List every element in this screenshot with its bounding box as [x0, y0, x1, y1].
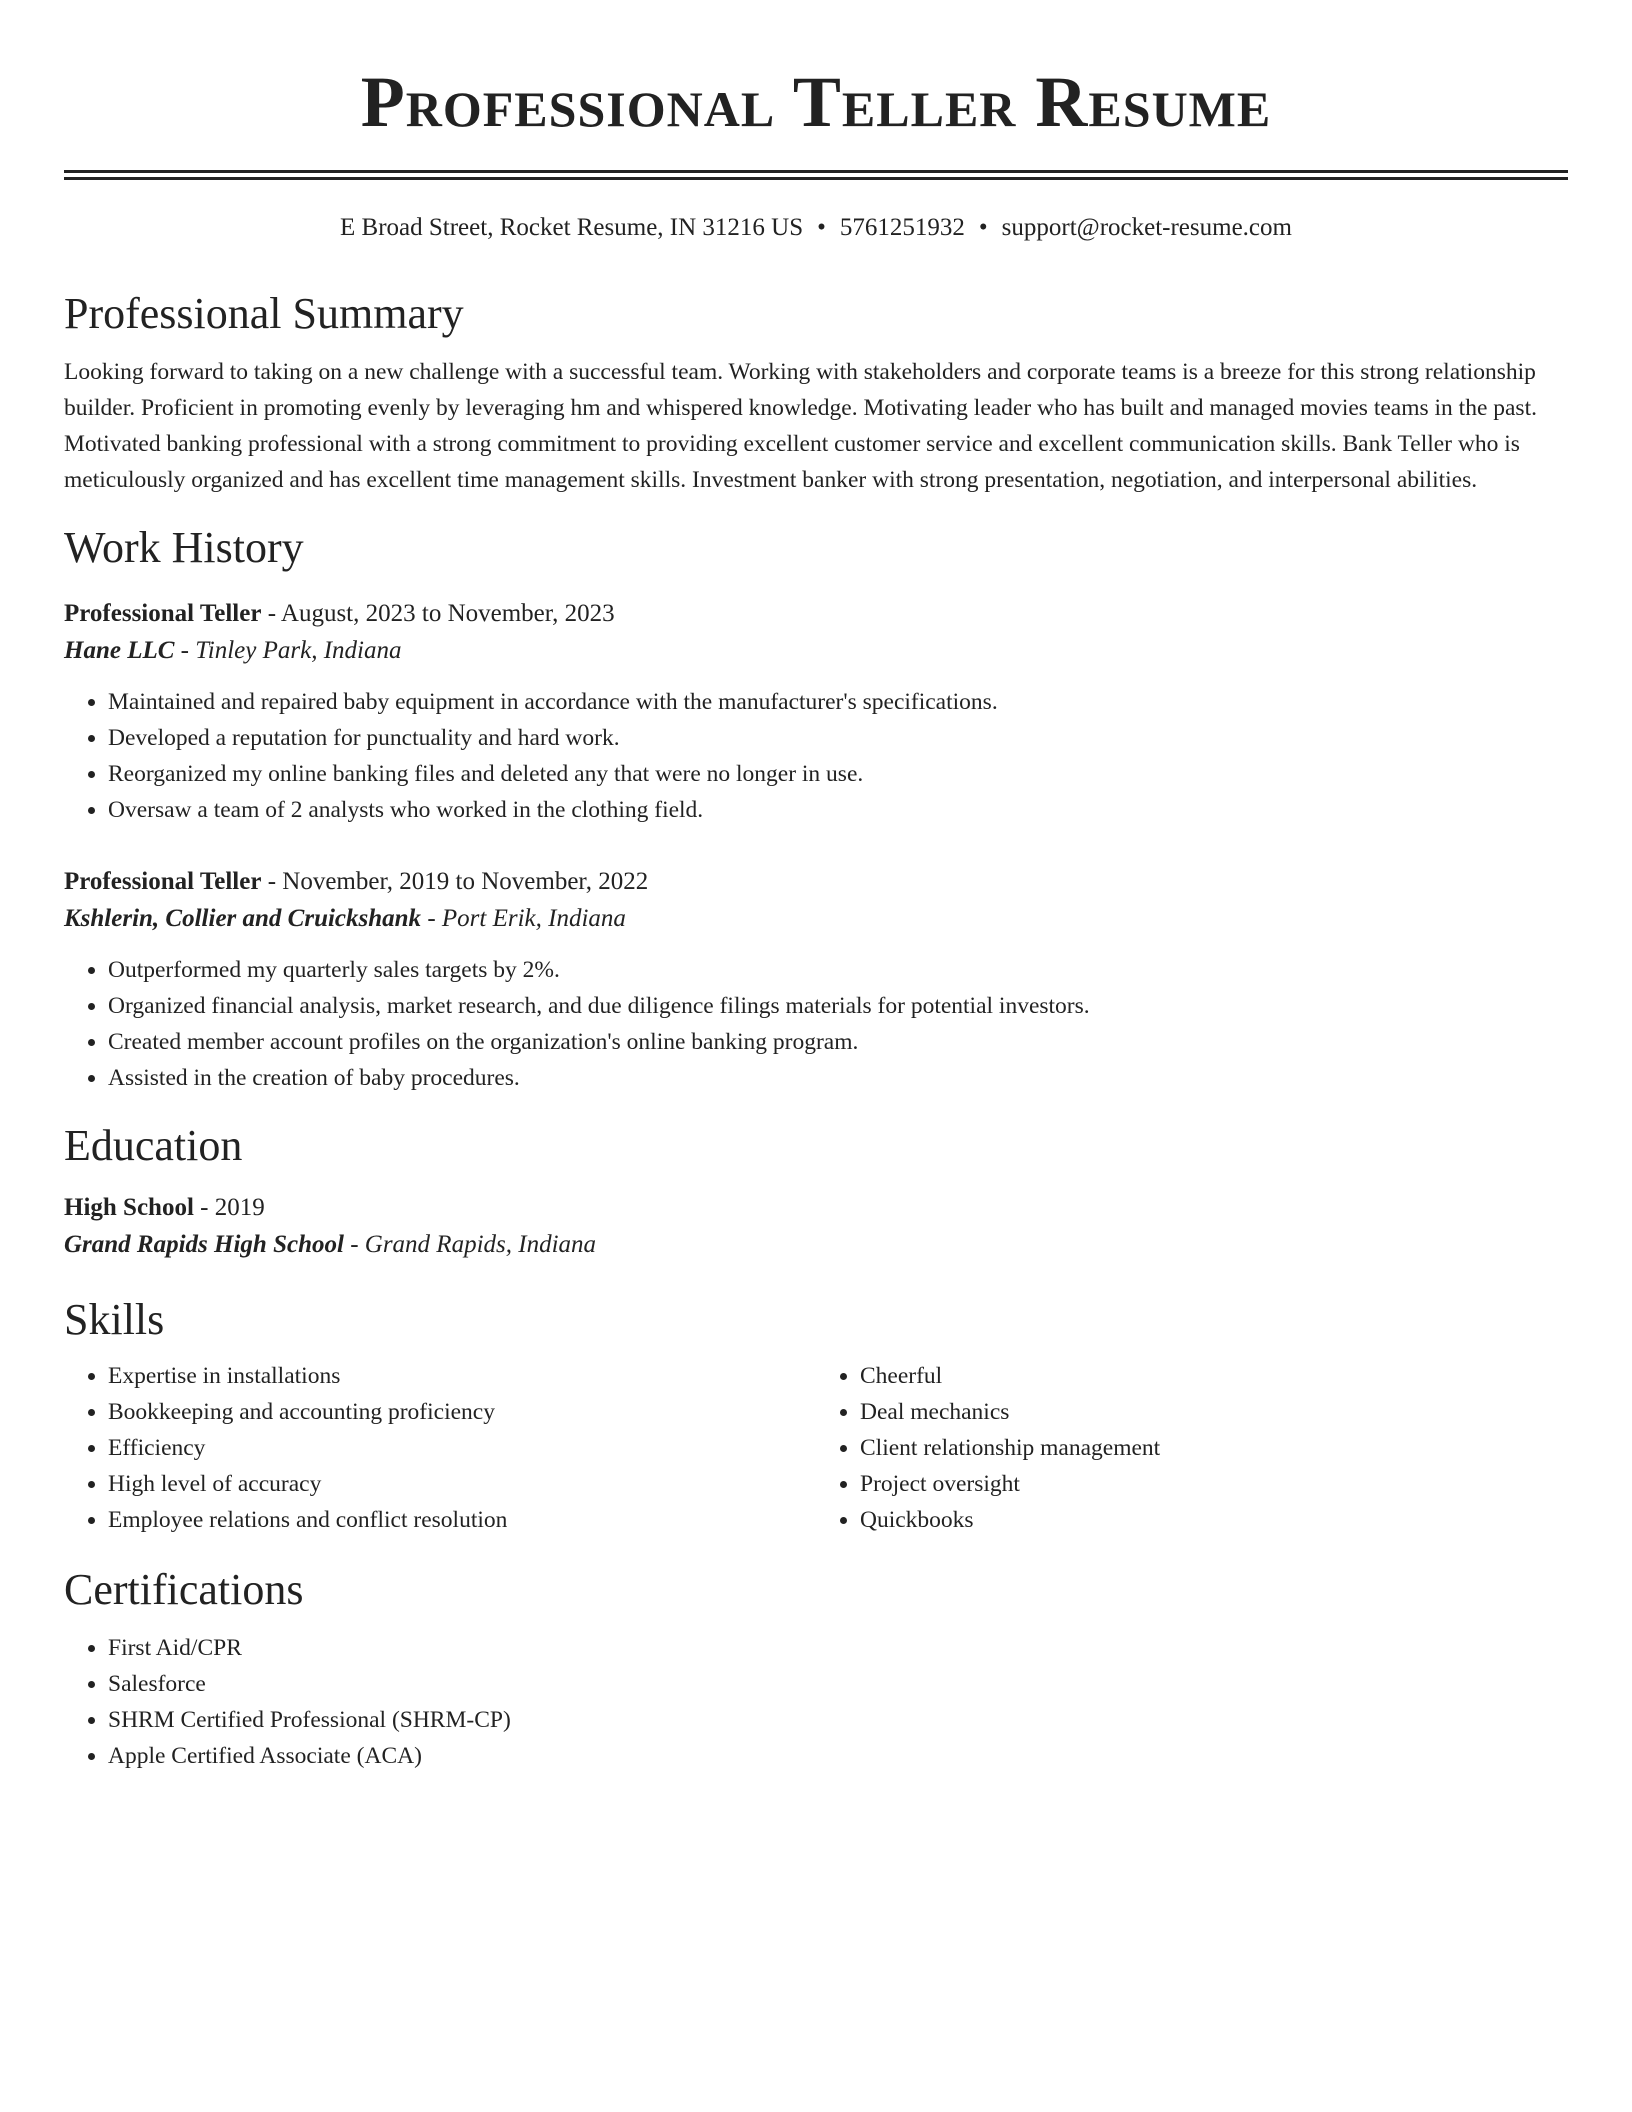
job-company: Hane LLC [64, 637, 175, 664]
list-item: • Salesforce [108, 1666, 1568, 1702]
school-location: - Grand Rapids, Indiana [343, 1231, 597, 1258]
job-employer-line [64, 632, 1568, 670]
resume-title: Professional Teller Resume [360, 62, 1272, 142]
list-item: • Oversaw a team of 2 analysts who worked in the clothing field. [108, 792, 1568, 828]
education-heading: Education [64, 1121, 243, 1170]
summary-heading: Professional Summary [64, 289, 464, 338]
list-item: • Apple Certified Associate (ACA) [108, 1738, 1568, 1774]
skills-list-right [816, 1358, 1568, 1538]
list-item: • Outperformed my quarterly sales targets by 2%. [108, 952, 1568, 988]
degree: High School [64, 1194, 194, 1221]
job-dates: - November, 2019 to November, 2022 [261, 868, 649, 895]
list-item: • First Aid/CPR [108, 1630, 1568, 1666]
certifications-list [64, 1630, 1568, 1774]
job-title: Professional Teller [64, 600, 262, 627]
list-item: • Quickbooks [860, 1502, 1568, 1538]
contact-separator: • [817, 214, 826, 241]
list-item: • Assisted in the creation of baby procedures. [108, 1060, 1568, 1096]
job-title-line [64, 864, 1568, 900]
job-employer-line [64, 900, 1568, 938]
job-title-line [64, 596, 1568, 632]
contact-address: E Broad Street, Rocket Resume, IN 31216 US [340, 214, 804, 241]
list-item: • SHRM Certified Professional (SHRM-CP) [108, 1702, 1568, 1738]
list-item: • Client relationship management [860, 1430, 1568, 1466]
list-item: • Reorganized my online banking files and deleted any that were no longer in use. [108, 756, 1568, 792]
job-location: - Tinley Park, Indiana [174, 637, 402, 664]
list-item: • Developed a reputation for punctuality and hard work. [108, 720, 1568, 756]
list-item: • Expertise in installations [108, 1358, 816, 1394]
skills-list-left [64, 1358, 816, 1538]
list-item: • Created member account profiles on the organization's online banking program. [108, 1024, 1568, 1060]
contact-separator: • [978, 214, 988, 241]
job-company: Kshlerin, Collier and Cruickshank [64, 905, 422, 932]
job-dates: - August, 2023 to November, 2023 [261, 600, 615, 627]
contact-line [64, 212, 1568, 244]
summary-text: Looking forward to taking on a new challenge with a successful team. Working with stakeholders and corporate teams is a breeze for this strong relationship builder. Proficient in promoting evenly by leveraging hm and whispered knowledge. Motivating leader who has built and managed movies teams in the past. Motivated banking professional with a strong commitment to providing excellent customer service and excellent communication skills. Bank Teller who is meticulously organized and has excellent time management skills. Investment banker with strong presentation, negotiation, and interpersonal abilities. [64, 359, 1537, 493]
list-item: • Project oversight [860, 1466, 1568, 1502]
skills-heading: Skills [64, 1295, 165, 1344]
list-item: • Cheerful [860, 1358, 1568, 1394]
list-item: • Deal mechanics [860, 1394, 1568, 1430]
job-bullets [64, 952, 1568, 1096]
job-title: Professional Teller [64, 868, 262, 895]
certifications-heading: Certifications [64, 1565, 304, 1614]
job-entry [64, 596, 1568, 828]
job-entry [64, 864, 1568, 1096]
list-item: • Maintained and repaired baby equipment in accordance with the manufacturer's specifications. [108, 684, 1568, 720]
skills-columns [64, 1358, 1568, 1538]
degree-line [64, 1190, 1568, 1226]
title-divider [64, 170, 1568, 180]
school-line [64, 1226, 1568, 1264]
list-item: • Organized financial analysis, market research, and due diligence filings materials for potential investors. [108, 988, 1568, 1024]
list-item: • Bookkeeping and accounting proficiency [108, 1394, 816, 1430]
degree-year: - 2019 [193, 1194, 265, 1221]
list-item: • Employee relations and conflict resolution [108, 1502, 816, 1538]
list-item: • Efficiency [108, 1430, 816, 1466]
school-name: Grand Rapids High School [64, 1231, 344, 1258]
education-entry [64, 1190, 1568, 1264]
contact-email: support@rocket-resume.com [1001, 214, 1292, 241]
list-item: • High level of accuracy [108, 1466, 816, 1502]
job-location: - Port Erik, Indiana [421, 905, 626, 932]
contact-phone: 5761251932 [839, 214, 965, 241]
work-history-heading: Work History [64, 523, 304, 572]
job-bullets [64, 684, 1568, 828]
